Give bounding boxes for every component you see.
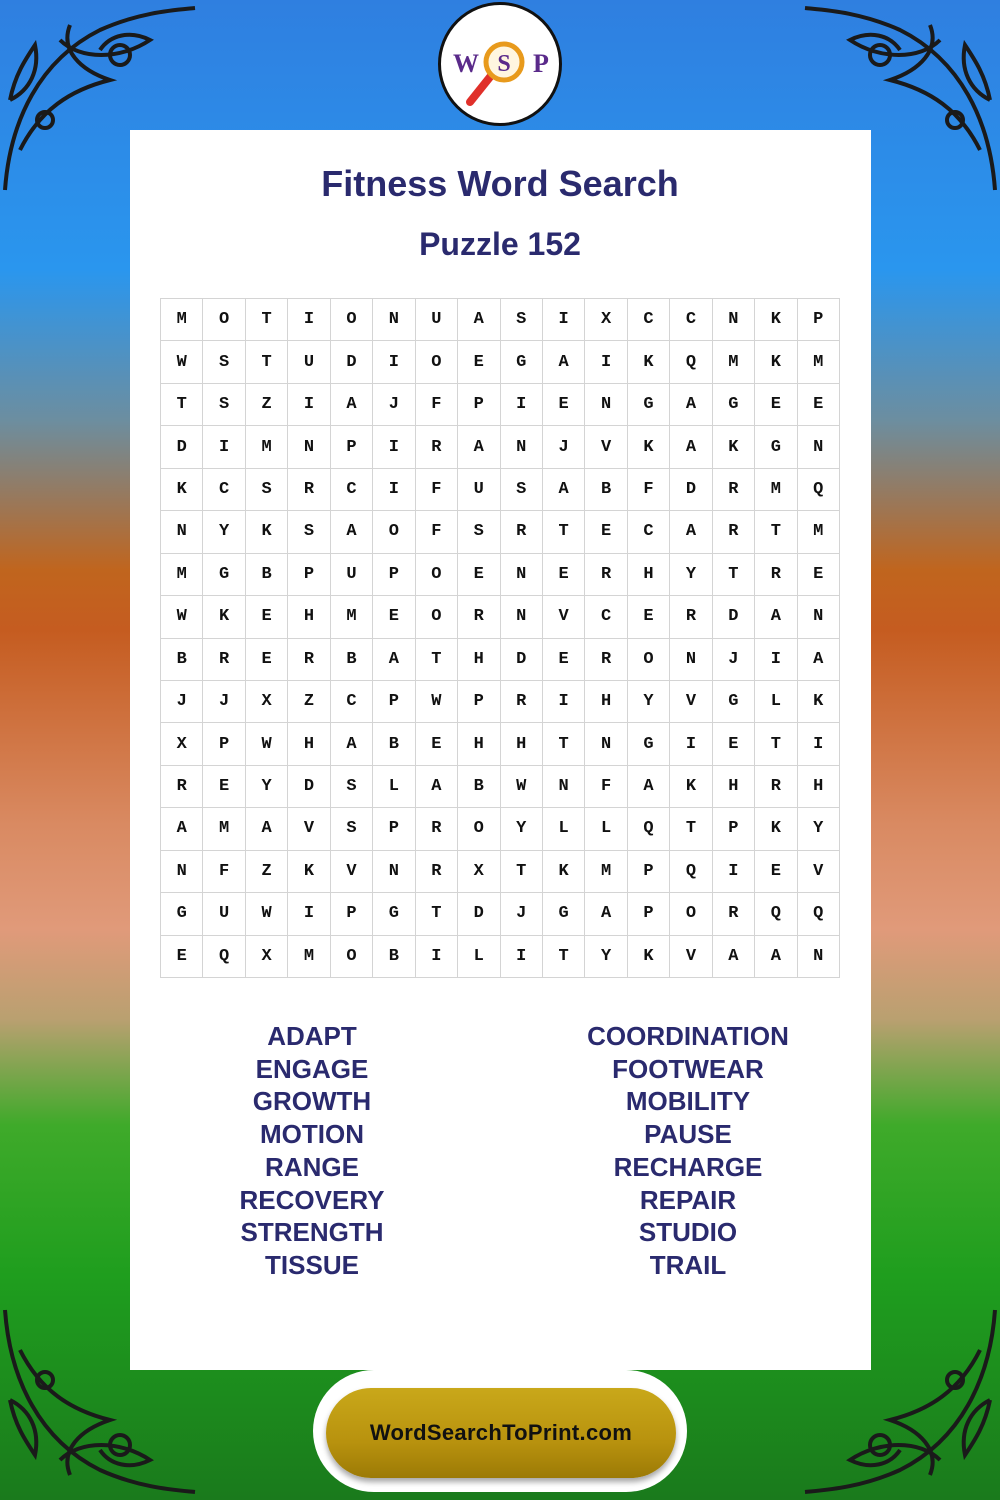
grid-cell[interactable]: E xyxy=(755,384,797,426)
grid-cell[interactable]: T xyxy=(713,554,755,596)
grid-cell[interactable]: N xyxy=(501,596,543,638)
grid-cell[interactable]: Z xyxy=(288,681,330,723)
grid-cell[interactable]: R xyxy=(458,596,500,638)
grid-cell[interactable]: I xyxy=(416,936,458,978)
grid-cell[interactable]: J xyxy=(161,681,203,723)
grid-cell[interactable]: I xyxy=(203,426,245,468)
grid-cell[interactable]: Q xyxy=(670,341,712,383)
puzzle-number: Puzzle 152 xyxy=(419,226,581,262)
grid-cell[interactable]: I xyxy=(670,723,712,765)
grid-cell[interactable]: M xyxy=(755,469,797,511)
grid-cell[interactable]: Q xyxy=(203,936,245,978)
grid-cell[interactable]: P xyxy=(331,426,373,468)
grid-cell[interactable]: A xyxy=(373,639,415,681)
grid-cell[interactable]: O xyxy=(373,511,415,553)
grid-cell[interactable]: U xyxy=(416,299,458,341)
grid-cell[interactable]: E xyxy=(246,596,288,638)
grid-cell[interactable]: P xyxy=(458,681,500,723)
page-title: Fitness Word Search xyxy=(321,163,679,204)
grid-cell[interactable]: H xyxy=(458,639,500,681)
word-list-item: STRENGTH xyxy=(240,1217,384,1248)
grid-cell[interactable]: N xyxy=(670,639,712,681)
grid-cell[interactable]: D xyxy=(458,893,500,935)
grid-cell[interactable]: D xyxy=(288,766,330,808)
grid-cell[interactable]: H xyxy=(798,766,840,808)
grid-cell[interactable]: P xyxy=(203,723,245,765)
grid-cell[interactable]: K xyxy=(755,299,797,341)
word-list-item: RANGE xyxy=(265,1151,359,1182)
grid-cell[interactable]: K xyxy=(755,341,797,383)
grid-cell[interactable]: Q xyxy=(798,893,840,935)
grid-cell[interactable]: P xyxy=(458,384,500,426)
grid-cell[interactable]: A xyxy=(755,936,797,978)
grid-cell[interactable]: R xyxy=(288,639,330,681)
grid-cell[interactable]: I xyxy=(288,299,330,341)
grid-cell[interactable]: S xyxy=(331,766,373,808)
grid-cell[interactable]: R xyxy=(755,554,797,596)
grid-cell[interactable]: R xyxy=(713,469,755,511)
grid-cell[interactable]: F xyxy=(416,511,458,553)
grid-cell[interactable]: O xyxy=(203,299,245,341)
grid-cell[interactable]: A xyxy=(670,511,712,553)
grid-cell[interactable]: R xyxy=(416,426,458,468)
grid-cell[interactable]: B xyxy=(373,936,415,978)
grid-cell[interactable]: Y xyxy=(628,681,670,723)
grid-cell[interactable]: O xyxy=(458,808,500,850)
grid-cell[interactable]: P xyxy=(798,299,840,341)
grid-cell[interactable]: A xyxy=(628,766,670,808)
grid-cell[interactable]: G xyxy=(628,723,670,765)
grid-cell[interactable]: K xyxy=(161,469,203,511)
grid-cell[interactable]: E xyxy=(543,639,585,681)
grid-cell[interactable]: V xyxy=(331,851,373,893)
grid-cell[interactable]: R xyxy=(416,808,458,850)
grid-cell[interactable]: V xyxy=(670,936,712,978)
grid-cell[interactable]: S xyxy=(501,469,543,511)
grid-cell[interactable]: I xyxy=(543,681,585,723)
grid-cell[interactable]: I xyxy=(501,936,543,978)
grid-cell[interactable]: M xyxy=(798,511,840,553)
grid-cell[interactable]: T xyxy=(755,511,797,553)
grid-cell[interactable]: J xyxy=(543,426,585,468)
word-list-item: MOBILITY xyxy=(625,1086,751,1117)
grid-cell[interactable]: M xyxy=(161,554,203,596)
grid-cell[interactable]: G xyxy=(161,893,203,935)
grid-cell[interactable]: F xyxy=(585,766,627,808)
grid-cell[interactable]: G xyxy=(713,384,755,426)
grid-cell[interactable]: F xyxy=(416,384,458,426)
grid-cell[interactable]: W xyxy=(161,341,203,383)
grid-cell[interactable]: G xyxy=(543,893,585,935)
grid-cell[interactable]: E xyxy=(246,639,288,681)
grid-cell[interactable]: L xyxy=(458,936,500,978)
grid-cell[interactable]: A xyxy=(798,639,840,681)
grid-cell[interactable]: N xyxy=(288,426,330,468)
grid-cell[interactable]: R xyxy=(585,639,627,681)
grid-cell[interactable]: R xyxy=(713,511,755,553)
grid-cell[interactable]: I xyxy=(585,341,627,383)
grid-cell[interactable]: I xyxy=(288,384,330,426)
grid-cell[interactable]: P xyxy=(288,554,330,596)
grid-cell[interactable]: I xyxy=(288,893,330,935)
grid-cell[interactable]: C xyxy=(585,596,627,638)
grid-cell[interactable]: Q xyxy=(628,808,670,850)
grid-cell[interactable]: N xyxy=(798,596,840,638)
grid-cell[interactable]: A xyxy=(331,384,373,426)
grid-cell[interactable]: R xyxy=(670,596,712,638)
grid-cell[interactable]: O xyxy=(331,936,373,978)
grid-cell[interactable]: W xyxy=(246,723,288,765)
grid-cell[interactable]: O xyxy=(628,639,670,681)
grid-cell[interactable]: C xyxy=(331,681,373,723)
grid-cell[interactable]: O xyxy=(416,596,458,638)
grid-cell[interactable]: O xyxy=(416,554,458,596)
grid-cell[interactable]: P xyxy=(373,554,415,596)
grid-cell[interactable]: E xyxy=(755,851,797,893)
grid-cell[interactable]: K xyxy=(203,596,245,638)
logo-letter-p: P xyxy=(533,49,549,78)
grid-cell[interactable]: R xyxy=(203,639,245,681)
grid-cell[interactable]: K xyxy=(628,936,670,978)
grid-cell[interactable]: N xyxy=(798,936,840,978)
grid-cell[interactable]: X xyxy=(458,851,500,893)
logo-letter-s: S xyxy=(497,51,511,77)
grid-cell[interactable]: Z xyxy=(246,851,288,893)
grid-cell[interactable]: B xyxy=(373,723,415,765)
word-list-item: PAUSE xyxy=(644,1119,732,1150)
grid-cell[interactable]: N xyxy=(585,723,627,765)
grid-cell[interactable]: E xyxy=(798,554,840,596)
grid-cell[interactable]: P xyxy=(628,893,670,935)
grid-cell[interactable]: T xyxy=(416,893,458,935)
grid-cell[interactable]: K xyxy=(755,808,797,850)
grid-cell[interactable]: V xyxy=(585,426,627,468)
grid-cell[interactable]: E xyxy=(543,384,585,426)
grid-cell[interactable]: F xyxy=(203,851,245,893)
grid-cell[interactable]: G xyxy=(203,554,245,596)
grid-cell[interactable]: J xyxy=(713,639,755,681)
grid-cell[interactable]: E xyxy=(543,554,585,596)
grid-cell[interactable]: N xyxy=(543,766,585,808)
grid-cell[interactable]: A xyxy=(458,426,500,468)
grid-cell[interactable]: A xyxy=(755,596,797,638)
grid-cell[interactable]: Y xyxy=(501,808,543,850)
grid-cell[interactable]: H xyxy=(288,723,330,765)
grid-cell[interactable]: S xyxy=(331,808,373,850)
grid-cell[interactable]: I xyxy=(543,299,585,341)
grid-cell[interactable]: N xyxy=(161,511,203,553)
grid-cell[interactable]: A xyxy=(331,511,373,553)
grid-cell[interactable]: I xyxy=(713,851,755,893)
grid-cell[interactable]: L xyxy=(373,766,415,808)
grid-cell[interactable]: S xyxy=(203,341,245,383)
grid-cell[interactable]: Q xyxy=(670,851,712,893)
grid-cell[interactable]: A xyxy=(458,299,500,341)
grid-cell[interactable]: C xyxy=(203,469,245,511)
grid-cell[interactable]: A xyxy=(713,936,755,978)
grid-cell[interactable]: N xyxy=(798,426,840,468)
grid-cell[interactable]: L xyxy=(585,808,627,850)
grid-cell[interactable]: V xyxy=(670,681,712,723)
grid-cell[interactable]: S xyxy=(288,511,330,553)
grid-cell[interactable]: O xyxy=(331,299,373,341)
grid-cell[interactable]: E xyxy=(798,384,840,426)
footer-site-link[interactable]: WordSearchToPrint.com xyxy=(369,1420,633,1445)
grid-cell[interactable]: M xyxy=(288,936,330,978)
grid-cell[interactable]: A xyxy=(543,341,585,383)
grid-cell[interactable]: G xyxy=(755,426,797,468)
grid-cell[interactable]: J xyxy=(501,893,543,935)
grid-cell[interactable]: Z xyxy=(246,384,288,426)
grid-cell[interactable]: A xyxy=(670,426,712,468)
grid-cell[interactable]: F xyxy=(628,469,670,511)
grid-cell[interactable]: T xyxy=(543,936,585,978)
grid-cell[interactable]: T xyxy=(543,511,585,553)
grid-cell[interactable]: R xyxy=(416,851,458,893)
grid-cell[interactable]: A xyxy=(161,808,203,850)
word-list-item: MOTION xyxy=(260,1119,364,1150)
grid-cell[interactable]: H xyxy=(288,596,330,638)
grid-cell[interactable]: B xyxy=(161,639,203,681)
grid-cell[interactable]: Y xyxy=(798,808,840,850)
word-list-item: RECHARGE xyxy=(613,1151,763,1182)
grid-cell[interactable]: K xyxy=(628,426,670,468)
grid-cell[interactable]: B xyxy=(585,469,627,511)
grid-cell[interactable]: M xyxy=(798,341,840,383)
word-list-item: RECOVERY xyxy=(239,1184,385,1215)
grid-cell[interactable]: S xyxy=(246,469,288,511)
grid-cell[interactable]: E xyxy=(628,596,670,638)
grid-cell[interactable]: E xyxy=(585,511,627,553)
grid-cell[interactable]: E xyxy=(161,936,203,978)
grid-cell[interactable]: M xyxy=(585,851,627,893)
grid-cell[interactable]: T xyxy=(670,808,712,850)
grid-cell[interactable]: D xyxy=(713,596,755,638)
grid-cell[interactable]: Y xyxy=(585,936,627,978)
grid-cell[interactable]: G xyxy=(373,893,415,935)
grid-cell[interactable]: B xyxy=(331,639,373,681)
grid-cell[interactable]: I xyxy=(373,426,415,468)
grid-cell[interactable]: W xyxy=(161,596,203,638)
word-list-right xyxy=(538,1020,838,1282)
grid-cell[interactable]: T xyxy=(246,299,288,341)
footer-site-button[interactable] xyxy=(326,1388,676,1478)
grid-cell[interactable]: A xyxy=(543,469,585,511)
grid-cell[interactable]: T xyxy=(543,723,585,765)
grid-cell[interactable]: E xyxy=(373,596,415,638)
grid-cell[interactable]: H xyxy=(501,723,543,765)
grid-cell[interactable]: Y xyxy=(203,511,245,553)
grid-cell[interactable]: E xyxy=(458,341,500,383)
grid-cell[interactable]: C xyxy=(670,299,712,341)
grid-cell[interactable]: S xyxy=(501,299,543,341)
grid-cell[interactable]: R xyxy=(288,469,330,511)
grid-cell[interactable]: U xyxy=(203,893,245,935)
grid-cell[interactable]: R xyxy=(501,511,543,553)
grid-cell[interactable]: V xyxy=(288,808,330,850)
grid-cell[interactable]: K xyxy=(628,341,670,383)
grid-cell[interactable]: P xyxy=(373,808,415,850)
word-list-item: TISSUE xyxy=(265,1249,359,1280)
grid-cell[interactable]: R xyxy=(161,766,203,808)
grid-cell[interactable]: C xyxy=(628,299,670,341)
grid-cell[interactable]: L xyxy=(543,808,585,850)
grid-cell[interactable]: K xyxy=(246,511,288,553)
grid-cell[interactable]: V xyxy=(543,596,585,638)
grid-cell[interactable]: Y xyxy=(670,554,712,596)
grid-cell[interactable]: G xyxy=(713,681,755,723)
word-list-item: GROWTH xyxy=(252,1086,372,1117)
magnifier-logo-icon xyxy=(444,8,556,120)
grid-cell[interactable]: U xyxy=(458,469,500,511)
grid-cell[interactable]: H xyxy=(628,554,670,596)
grid-cell[interactable]: M xyxy=(331,596,373,638)
grid-cell[interactable]: G xyxy=(628,384,670,426)
grid-cell[interactable]: E xyxy=(713,723,755,765)
letter-grid xyxy=(160,298,840,978)
grid-cell[interactable]: K xyxy=(543,851,585,893)
grid-cell[interactable]: D xyxy=(670,469,712,511)
grid-cell[interactable]: R xyxy=(585,554,627,596)
grid-cell[interactable]: M xyxy=(713,341,755,383)
grid-cell[interactable]: M xyxy=(246,426,288,468)
grid-cell[interactable]: B xyxy=(246,554,288,596)
grid-cell[interactable]: G xyxy=(501,341,543,383)
grid-cell[interactable]: Q xyxy=(755,893,797,935)
grid-cell[interactable]: A xyxy=(416,766,458,808)
grid-cell[interactable]: N xyxy=(373,299,415,341)
grid-cell[interactable]: D xyxy=(161,426,203,468)
grid-cell[interactable]: C xyxy=(331,469,373,511)
grid-cell[interactable]: P xyxy=(628,851,670,893)
grid-cell[interactable]: S xyxy=(203,384,245,426)
grid-cell[interactable]: T xyxy=(755,723,797,765)
grid-cell[interactable]: K xyxy=(670,766,712,808)
grid-cell[interactable]: S xyxy=(458,511,500,553)
grid-cell[interactable]: N xyxy=(501,554,543,596)
grid-cell[interactable]: D xyxy=(331,341,373,383)
grid-cell[interactable]: O xyxy=(670,893,712,935)
grid-cell[interactable]: X xyxy=(585,299,627,341)
grid-cell[interactable]: M xyxy=(161,299,203,341)
grid-cell[interactable]: J xyxy=(203,681,245,723)
grid-cell[interactable]: F xyxy=(416,469,458,511)
grid-cell[interactable]: I xyxy=(501,384,543,426)
grid-cell[interactable]: D xyxy=(501,639,543,681)
grid-cell[interactable]: E xyxy=(416,723,458,765)
grid-cell[interactable]: P xyxy=(713,808,755,850)
grid-cell[interactable]: T xyxy=(501,851,543,893)
word-list-item: STUDIO xyxy=(638,1217,738,1248)
grid-cell[interactable]: R xyxy=(501,681,543,723)
grid-cell[interactable]: C xyxy=(628,511,670,553)
logo-letter-w: W xyxy=(453,49,479,78)
grid-cell[interactable]: X xyxy=(161,723,203,765)
grid-cell[interactable]: B xyxy=(458,766,500,808)
word-list-left xyxy=(162,1020,462,1282)
grid-cell[interactable]: A xyxy=(331,723,373,765)
grid-cell[interactable]: A xyxy=(670,384,712,426)
grid-cell[interactable]: W xyxy=(501,766,543,808)
grid-cell[interactable]: P xyxy=(373,681,415,723)
grid-cell[interactable]: H xyxy=(458,723,500,765)
grid-cell[interactable]: A xyxy=(246,808,288,850)
grid-cell[interactable]: I xyxy=(373,469,415,511)
grid-cell[interactable]: U xyxy=(288,341,330,383)
grid-cell[interactable]: A xyxy=(585,893,627,935)
grid-cell[interactable]: K xyxy=(798,681,840,723)
grid-cell[interactable]: X xyxy=(246,936,288,978)
word-list-item: REPAIR xyxy=(639,1184,737,1215)
grid-cell[interactable]: J xyxy=(373,384,415,426)
grid-cell[interactable]: N xyxy=(373,851,415,893)
word-list-item: ADAPT xyxy=(267,1021,357,1051)
grid-cell[interactable]: R xyxy=(755,766,797,808)
grid-cell[interactable]: N xyxy=(501,426,543,468)
grid-cell[interactable]: U xyxy=(331,554,373,596)
grid-cell[interactable]: I xyxy=(798,723,840,765)
grid-cell[interactable]: N xyxy=(713,299,755,341)
site-logo[interactable] xyxy=(438,2,562,126)
grid-cell[interactable]: K xyxy=(713,426,755,468)
grid-cell[interactable]: I xyxy=(373,341,415,383)
grid-cell[interactable]: H xyxy=(713,766,755,808)
grid-cell[interactable]: K xyxy=(288,851,330,893)
grid-cell[interactable]: W xyxy=(246,893,288,935)
grid-cell[interactable]: N xyxy=(161,851,203,893)
grid-cell[interactable]: P xyxy=(331,893,373,935)
grid-cell[interactable]: E xyxy=(203,766,245,808)
grid-cell[interactable]: H xyxy=(585,681,627,723)
grid-cell[interactable]: W xyxy=(416,681,458,723)
word-list-item: FOOTWEAR xyxy=(612,1053,764,1084)
grid-cell[interactable]: X xyxy=(246,681,288,723)
grid-cell[interactable]: T xyxy=(416,639,458,681)
grid-cell[interactable]: I xyxy=(755,639,797,681)
grid-cell[interactable]: L xyxy=(755,681,797,723)
word-list-item: COORDINATION xyxy=(587,1021,789,1051)
grid-cell[interactable]: M xyxy=(203,808,245,850)
grid-cell[interactable]: R xyxy=(713,893,755,935)
word-list-item: TRAIL xyxy=(649,1249,727,1280)
word-list-item: ENGAGE xyxy=(255,1053,369,1084)
grid-cell[interactable]: T xyxy=(246,341,288,383)
grid-cell[interactable]: Y xyxy=(246,766,288,808)
grid-cell[interactable]: Q xyxy=(798,469,840,511)
grid-cell[interactable]: N xyxy=(585,384,627,426)
grid-cell[interactable]: O xyxy=(416,341,458,383)
grid-cell[interactable]: E xyxy=(458,554,500,596)
grid-cell[interactable]: V xyxy=(798,851,840,893)
grid-cell[interactable]: T xyxy=(161,384,203,426)
